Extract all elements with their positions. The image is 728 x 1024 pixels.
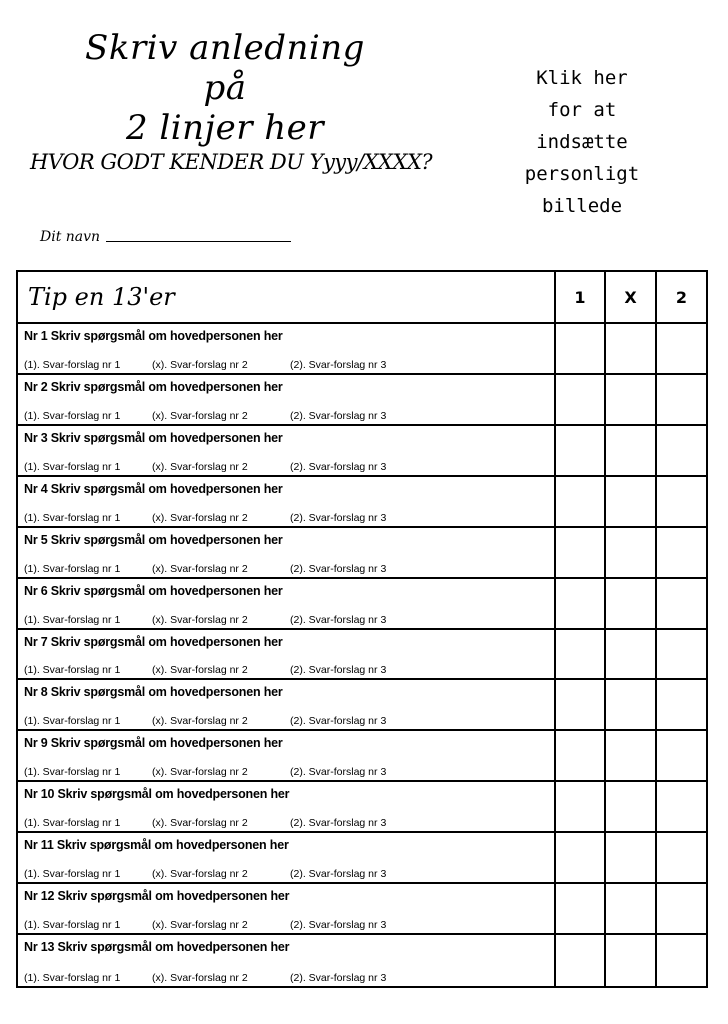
question-text: Nr 11 Skriv spørgsmål om hovedpersonen her [24,838,289,853]
question-row [18,528,556,579]
name-input-line[interactable] [106,240,291,242]
photo-prompt-line: personligt [524,163,640,185]
answer-options [24,766,386,778]
tick-box-1[interactable] [556,680,606,731]
answer-option-1: (1). Svar-forslag nr 1 [24,971,121,984]
answer-options [24,715,386,727]
answer-options [24,359,386,371]
answer-options [24,563,386,575]
tick-box-1[interactable] [556,375,606,426]
answer-options [24,512,386,524]
tick-box-1[interactable] [556,935,606,986]
question-text: Nr 5 Skriv spørgsmål om hovedpersonen her [24,532,283,547]
question-row [18,680,556,731]
answer-options [24,664,386,676]
answer-options [24,919,386,931]
photo-prompt-line: billede [541,195,623,217]
question-row [18,375,556,426]
answer-option-x: (x). Svar-forslag nr 2 [152,562,248,575]
answer-option-2: (2). Svar-forslag nr 3 [290,868,387,881]
tick-box-x[interactable] [606,426,657,477]
question-text: Nr 3 Skriv spørgsmål om hovedpersonen her [24,430,283,445]
answer-option-x: (x). Svar-forslag nr 2 [152,460,248,473]
question-text: Nr 8 Skriv spørgsmål om hovedpersonen her [24,685,283,700]
question-row [18,833,556,884]
tick-box-x[interactable] [606,884,657,935]
tick-box-1[interactable] [556,426,606,477]
answer-option-1: (1). Svar-forslag nr 1 [24,868,121,881]
tick-box-2[interactable] [657,528,706,579]
tick-box-2[interactable] [657,833,706,884]
answer-option-1: (1). Svar-forslag nr 1 [24,613,121,626]
answer-option-1: (1). Svar-forslag nr 1 [24,664,121,677]
answer-option-2: (2). Svar-forslag nr 3 [290,817,387,830]
question-row [18,477,556,528]
answer-option-2: (2). Svar-forslag nr 3 [290,409,387,422]
tick-box-x[interactable] [606,528,657,579]
answer-option-2: (2). Svar-forslag nr 3 [290,715,387,728]
question-text: Nr 10 Skriv spørgsmål om hovedpersonen her [24,787,290,802]
tick-box-1[interactable] [556,579,606,630]
question-text: Nr 9 Skriv spørgsmål om hovedpersonen her [24,736,283,751]
answer-option-x: (x). Svar-forslag nr 2 [152,613,248,626]
question-text: Nr 2 Skriv spørgsmål om hovedpersonen her [24,379,283,394]
answer-option-2: (2). Svar-forslag nr 3 [290,613,387,626]
answer-options [24,410,386,422]
answer-option-1: (1). Svar-forslag nr 1 [24,919,121,932]
tick-box-x[interactable] [606,579,657,630]
tick-box-2[interactable] [657,426,706,477]
answer-option-2: (2). Svar-forslag nr 3 [290,664,387,677]
answer-option-1: (1). Svar-forslag nr 1 [24,817,121,830]
name-label: Dit navn [40,229,101,245]
question-row [18,426,556,477]
tick-box-2[interactable] [657,630,706,681]
tick-box-2[interactable] [657,579,706,630]
answer-option-x: (x). Svar-forslag nr 2 [152,817,248,830]
page-title [60,28,390,148]
tick-box-x[interactable] [606,375,657,426]
answer-option-1: (1). Svar-forslag nr 1 [24,460,121,473]
tick-box-x[interactable] [606,935,657,986]
tick-box-2[interactable] [657,782,706,833]
tick-box-1[interactable] [556,782,606,833]
answer-option-1: (1). Svar-forslag nr 1 [24,511,121,524]
tick-box-1[interactable] [556,630,606,681]
title-line-2: 2 linjer her [125,108,325,148]
question-text: Nr 6 Skriv spørgsmål om hovedpersonen her [24,583,283,598]
answer-option-2: (2). Svar-forslag nr 3 [290,460,387,473]
tick-box-1[interactable] [556,477,606,528]
tick-box-2[interactable] [657,935,706,986]
answer-options [24,614,386,626]
answer-option-1: (1). Svar-forslag nr 1 [24,562,121,575]
table-header-title: Tip en 13'er [18,272,556,324]
answer-option-2: (2). Svar-forslag nr 3 [290,511,387,524]
coupon-table [16,270,708,988]
photo-prompt-line: Klik her [536,67,628,89]
tick-box-1[interactable] [556,833,606,884]
answer-option-2: (2). Svar-forslag nr 3 [290,562,387,575]
photo-prompt-line: for at indsætte [536,99,628,153]
answer-option-x: (x). Svar-forslag nr 2 [152,664,248,677]
answer-option-2: (2). Svar-forslag nr 3 [290,971,387,984]
tick-box-1[interactable] [556,324,606,375]
answer-options [24,868,386,880]
answer-option-x: (x). Svar-forslag nr 2 [152,971,248,984]
tick-box-2[interactable] [657,731,706,782]
name-field[interactable] [40,229,291,245]
answer-option-x: (x). Svar-forslag nr 2 [152,868,248,881]
tick-box-x[interactable] [606,680,657,731]
column-header-x: X [606,272,657,324]
answer-option-1: (1). Svar-forslag nr 1 [24,358,121,371]
question-text: Nr 12 Skriv spørgsmål om hovedpersonen her [24,889,290,904]
answer-option-x: (x). Svar-forslag nr 2 [152,766,248,779]
question-row [18,579,556,630]
answer-option-2: (2). Svar-forslag nr 3 [290,358,387,371]
tick-box-2[interactable] [657,375,706,426]
tick-box-x[interactable] [606,782,657,833]
answer-options [24,461,386,473]
answer-option-x: (x). Svar-forslag nr 2 [152,511,248,524]
title-line-1: Skriv anledning på [85,28,365,108]
question-row [18,630,556,681]
question-text: Nr 7 Skriv spørgsmål om hovedpersonen her [24,634,283,649]
question-text: Nr 1 Skriv spørgsmål om hovedpersonen her [24,329,283,343]
answer-option-x: (x). Svar-forslag nr 2 [152,358,248,371]
answer-option-1: (1). Svar-forslag nr 1 [24,766,121,779]
tick-box-2[interactable] [657,884,706,935]
question-row [18,731,556,782]
tick-box-x[interactable] [606,477,657,528]
question-row [18,935,556,986]
answer-option-x: (x). Svar-forslag nr 2 [152,919,248,932]
tick-box-x[interactable] [606,630,657,681]
column-header-2: 2 [657,272,706,324]
answer-option-2: (2). Svar-forslag nr 3 [290,766,387,779]
answer-option-1: (1). Svar-forslag nr 1 [24,409,121,422]
question-row [18,324,556,375]
answer-options [24,972,386,984]
tick-box-2[interactable] [657,680,706,731]
question-row [18,884,556,935]
tick-box-x[interactable] [606,324,657,375]
question-text: Nr 13 Skriv spørgsmål om hovedpersonen her [24,940,290,955]
tick-box-2[interactable] [657,324,706,375]
answer-options [24,817,386,829]
answer-option-2: (2). Svar-forslag nr 3 [290,919,387,932]
tick-box-1[interactable] [556,731,606,782]
tick-box-1[interactable] [556,528,606,579]
question-row [18,782,556,833]
answer-option-x: (x). Svar-forslag nr 2 [152,715,248,728]
question-text: Nr 4 Skriv spørgsmål om hovedpersonen her [24,481,283,496]
column-header-1: 1 [556,272,606,324]
tick-box-x[interactable] [606,731,657,782]
answer-option-x: (x). Svar-forslag nr 2 [152,409,248,422]
tick-box-2[interactable] [657,477,706,528]
subtitle: HVOR GODT KENDER DU Yyyy/XXXX? [30,150,433,174]
insert-photo-placeholder[interactable] [498,62,666,222]
answer-option-1: (1). Svar-forslag nr 1 [24,715,121,728]
tick-box-x[interactable] [606,833,657,884]
tick-box-1[interactable] [556,884,606,935]
